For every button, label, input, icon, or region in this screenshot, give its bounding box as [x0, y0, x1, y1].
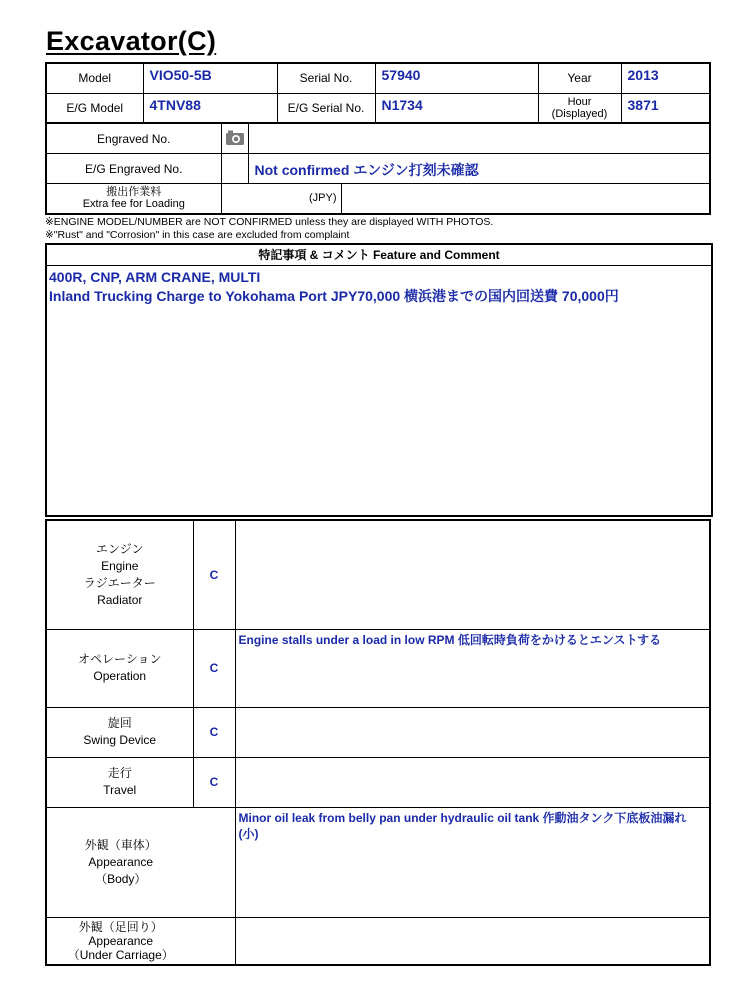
hour-label-line2: (Displayed)	[551, 107, 608, 120]
label-jp: オペレーション	[77, 652, 162, 666]
eval-row-operation	[46, 629, 710, 707]
label-jp: エンジン	[96, 541, 144, 556]
engraved-label: Engraved No.	[46, 124, 221, 154]
label-en2: （Body）	[95, 871, 147, 886]
eval-row-appearance-body	[46, 807, 710, 917]
year-label: Year	[538, 63, 621, 93]
eg-model-label: E/G Model	[46, 93, 143, 123]
label-en: Swing Device	[83, 733, 157, 747]
camera-icon	[225, 129, 245, 146]
eg-serial-value: N1734	[375, 93, 538, 123]
note-rust: ※"Rust" and "Corrosion" in this case are excluded from complaint	[45, 229, 350, 241]
eval-comment-appearance-undercarriage	[235, 917, 710, 965]
label-en2: Radiator	[97, 592, 143, 607]
page-title: Excavator(C)	[46, 26, 217, 56]
label-jp: 外観（車体）	[84, 837, 157, 852]
eval-label-swing	[46, 707, 193, 757]
eval-grade-engine: C	[193, 520, 235, 629]
eval-row-swing	[46, 707, 710, 757]
loading-fee-value	[341, 184, 710, 214]
camera-cell	[221, 124, 248, 154]
hour-label	[538, 93, 621, 123]
engraved-table	[45, 123, 711, 184]
eval-comment-engine	[235, 520, 710, 629]
currency-label: (JPY)	[221, 184, 341, 214]
label-jp: 外観（足回り）	[78, 919, 163, 934]
comment-line-2: Inland Trucking Charge to Yokohama Port JPY70,000 横浜港までの国内回送費 70,000円	[49, 288, 619, 304]
evaluation-table	[45, 519, 711, 966]
eval-row-appearance-undercarriage	[46, 917, 710, 965]
eval-row-engine	[46, 520, 710, 629]
model-value: VIO50-5B	[143, 63, 277, 93]
label-en: Appearance	[88, 854, 154, 869]
eg-serial-label: E/G Serial No.	[277, 93, 375, 123]
loading-fee-table	[45, 183, 711, 215]
loading-label-jp: 搬出作業料	[106, 186, 162, 199]
serial-value: 57940	[375, 63, 538, 93]
hour-value: 3871	[621, 93, 710, 123]
engraved-value	[248, 124, 710, 154]
loading-label	[46, 184, 221, 214]
eval-comment-travel	[235, 757, 710, 807]
spec-table	[45, 62, 711, 124]
eval-grade-operation: C	[193, 629, 235, 707]
eg-engraved-label: E/G Engraved No.	[46, 154, 221, 184]
eval-comment-appearance-body: Minor oil leak from belly pan under hydraulic oil tank 作動油タンク下底板油漏れ(小)	[235, 807, 710, 917]
label-jp: 走行	[107, 766, 132, 780]
comment-body	[47, 266, 711, 308]
comment-header: 特記事項 & コメント Feature and Comment	[47, 245, 711, 266]
label-en: Travel	[103, 783, 137, 797]
label-en: Appearance	[88, 933, 154, 948]
eval-comment-operation: Engine stalls under a load in low RPM 低回転時負荷をかけるとエンストする	[235, 629, 710, 707]
eval-label-travel	[46, 757, 193, 807]
eval-comment-swing	[235, 707, 710, 757]
label-en2: （Under Carriage）	[67, 947, 174, 962]
comment-line-1: 400R, CNP, ARM CRANE, MULTI	[49, 269, 261, 285]
eval-grade-swing: C	[193, 707, 235, 757]
eval-label-engine	[46, 520, 193, 629]
note-engine: ※ENGINE MODEL/NUMBER are NOT CONFIRMED unless they are displayed WITH PHOTOS.	[45, 216, 494, 228]
model-label: Model	[46, 63, 143, 93]
label-jp2: ラジエーター	[83, 575, 156, 590]
year-value: 2013	[621, 63, 710, 93]
eval-label-appearance-undercarriage	[46, 917, 235, 965]
label-en: Engine	[101, 558, 139, 573]
hour-label-line1: Hour	[567, 95, 592, 108]
eg-engraved-value: Not confirmed エンジン打刻未確認	[248, 154, 710, 184]
loading-label-en: Extra fee for Loading	[82, 198, 185, 211]
eval-label-appearance-body	[46, 807, 235, 917]
eval-row-travel	[46, 757, 710, 807]
eg-model-value: 4TNV88	[143, 93, 277, 123]
label-jp: 旋回	[107, 716, 132, 730]
serial-label: Serial No.	[277, 63, 375, 93]
comment-box	[45, 243, 713, 517]
eval-label-operation	[46, 629, 193, 707]
label-en: Operation	[93, 669, 147, 683]
eval-grade-travel: C	[193, 757, 235, 807]
eg-engraved-photo-cell	[221, 154, 248, 184]
